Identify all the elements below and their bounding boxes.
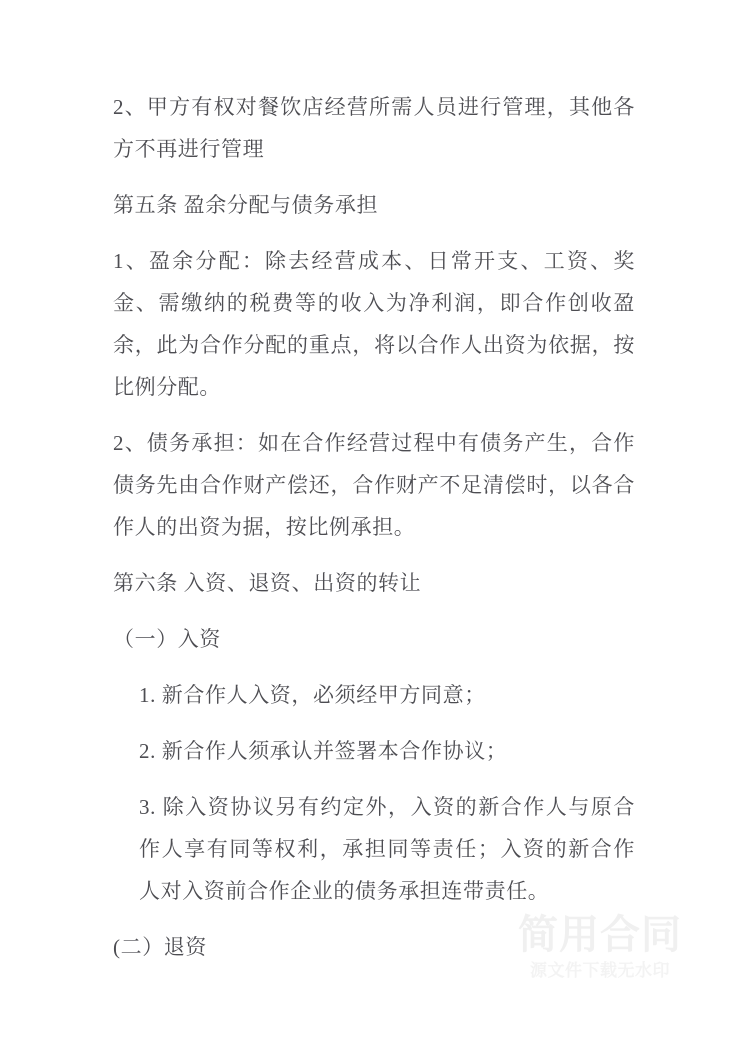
heading-article-five: 第五条 盈余分配与债务承担 bbox=[113, 193, 379, 217]
heading-article-six: 第六条 入资、退资、出资的转让 bbox=[113, 571, 422, 595]
sub-heading-capital-withdrawal: (二）退资 bbox=[113, 935, 207, 959]
watermark-subtitle: 源文件下载无水印 bbox=[530, 961, 670, 981]
sub-heading-capital-entry: （一）入资 bbox=[113, 627, 221, 651]
list-item-entry-3: 3. 除入资协议另有约定外，入资的新合作人与原合作人享有同等权利，承担同等责任；入资的新合作人对入资前合作企业的债务承担连带责任。 bbox=[139, 795, 635, 903]
paragraph-debt-responsibility: 2、债务承担：如在合作经营过程中有债务产生，合作债务先由合作财产偿还，合作财产不足清偿时，以各合作人的出资为据，按比例承担。 bbox=[113, 431, 635, 539]
watermark-title: 简用合同 bbox=[518, 912, 682, 958]
list-item-entry-1: 1. 新合作人入资，必须经甲方同意； bbox=[139, 683, 486, 707]
list-item-entry-2: 2. 新合作人须承认并签署本合作协议； bbox=[139, 739, 508, 763]
paragraph-clause4-item2: 2、甲方有权对餐饮店经营所需人员进行管理，其他各方不再进行管理 bbox=[113, 95, 635, 161]
paragraph-profit-distribution: 1、盈余分配：除去经营成本、日常开支、工资、奖金、需缴纳的税费等的收入为净利润，即合作创收盈余，此为合作分配的重点，将以合作人出资为依据，按比例分配。 bbox=[113, 249, 635, 399]
document-body bbox=[113, 86, 635, 968]
